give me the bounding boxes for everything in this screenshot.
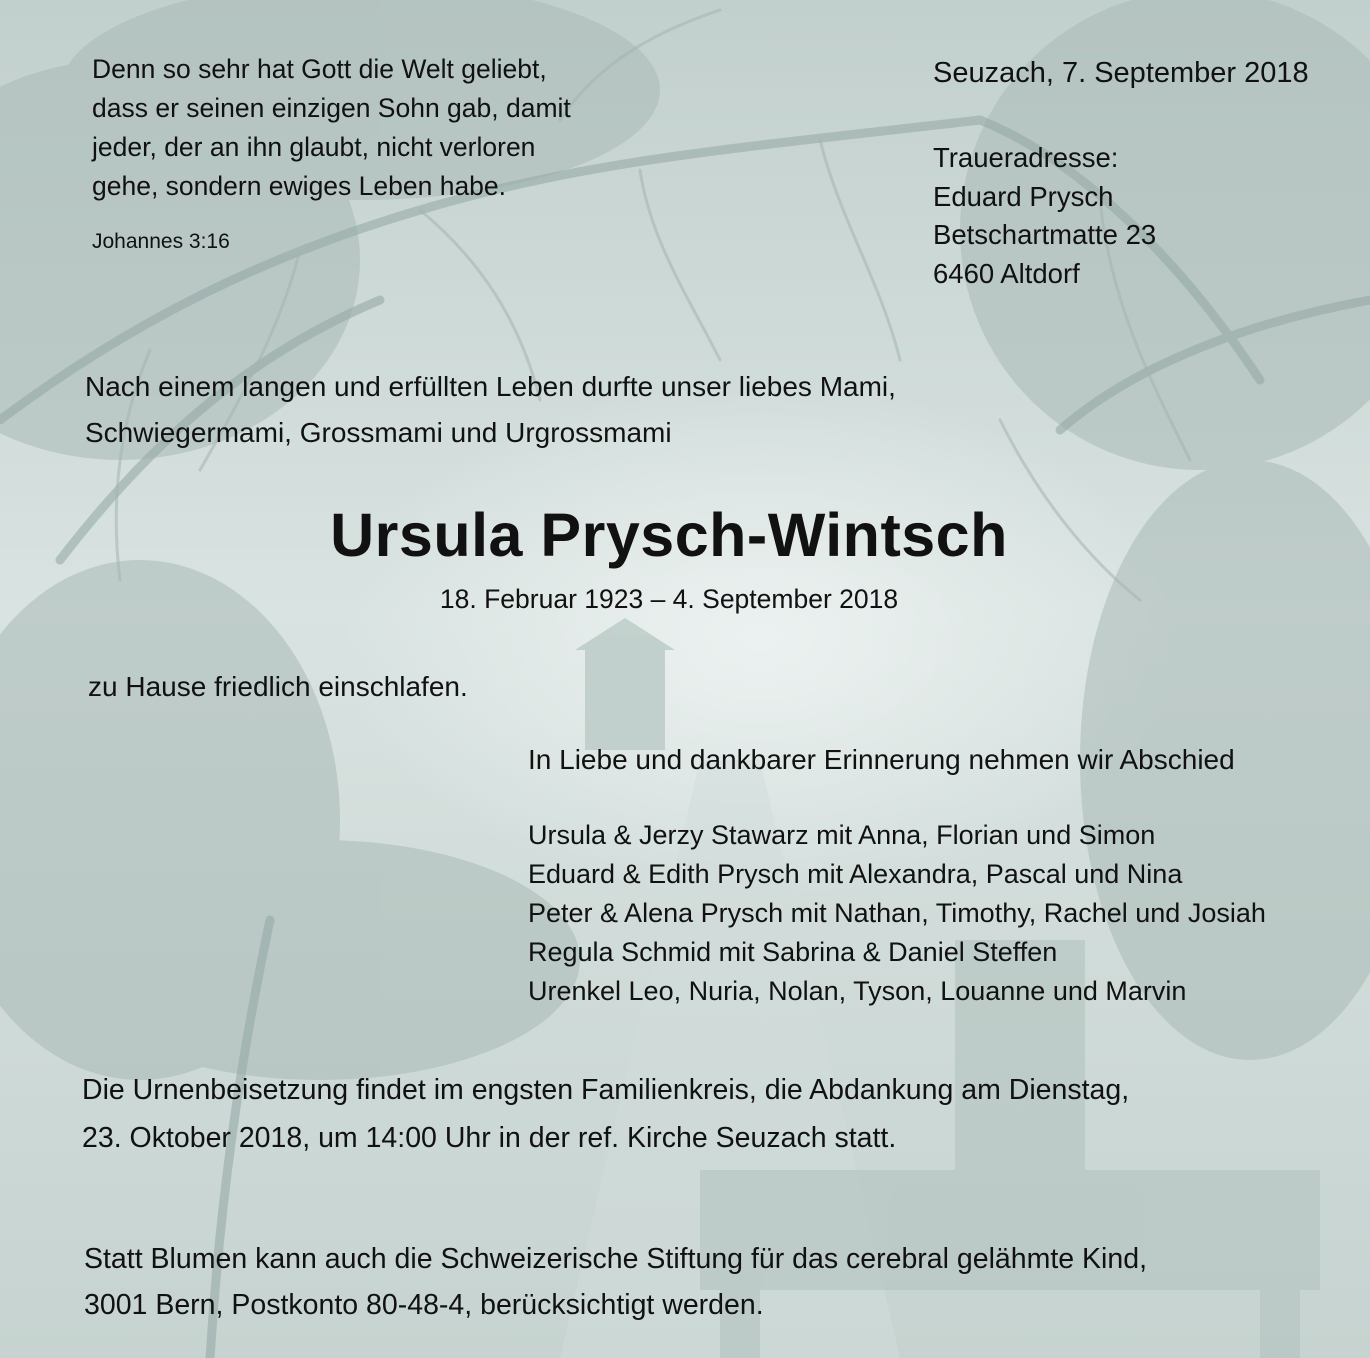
mourner-line: Ursula & Jerzy Stawarz mit Anna, Florian und Simon <box>528 820 1156 850</box>
intro-line: Schwiegermami, Grossmami und Urgrossmami <box>85 417 672 448</box>
address-line: Eduard Prysch <box>933 180 1114 212</box>
mourning-address <box>933 139 1156 293</box>
address-line: Betschartmatte 23 <box>933 219 1157 251</box>
intro-text <box>85 364 896 456</box>
donation-line: 3001 Bern, Postkonto 80-48-4, berücksichtigt werden. <box>84 1289 764 1321</box>
mourners-list <box>528 816 1266 1011</box>
mourner-line: Urenkel Leo, Nuria, Nolan, Tyson, Louanne und Marvin <box>528 975 1187 1006</box>
mourner-line: Regula Schmid mit Sabrina & Daniel Steffen <box>528 936 1058 967</box>
funeral-line: Die Urnenbeisetzung findet im engsten Familienkreis, die Abdankung am Dienstag, <box>82 1074 1130 1106</box>
deceased-name: Ursula Prysch-Wintsch <box>330 501 1008 569</box>
mourner-line: Peter & Alena Prysch mit Nathan, Timothy, Rachel und Josiah <box>528 897 1266 928</box>
address-line: 6460 Altdorf <box>933 257 1080 289</box>
funeral-info <box>82 1066 1129 1162</box>
address-heading: Traueradresse: <box>933 142 1119 173</box>
verse-line: dass er seinen einzigen Sohn gab, damit <box>92 93 571 123</box>
funeral-line: 23. Oktober 2018, um 14:00 Uhr in der ref. Kirche Seuzach statt. <box>82 1122 897 1154</box>
donation-line: Statt Blumen kann auch die Schweizerische Stiftung für das cerebral gelähmte Kind, <box>84 1243 1148 1275</box>
bible-verse <box>92 50 571 206</box>
life-dates: 18. Februar 1923 – 4. September 2018 <box>439 584 899 614</box>
mourner-line: Eduard & Edith Prysch mit Alexandra, Pascal und Nina <box>528 858 1183 889</box>
passed-text: zu Hause friedlich einschlafen. <box>88 671 468 702</box>
verse-reference: Johannes 3:16 <box>92 230 230 253</box>
verse-line: Denn so sehr hat Gott die Welt geliebt, <box>92 54 547 84</box>
place-date: Seuzach, 7. September 2018 <box>933 57 1309 89</box>
farewell-text: In Liebe und dankbarer Erinnerung nehmen wir Abschied <box>528 744 1235 775</box>
donation-info <box>84 1236 1147 1328</box>
intro-line: Nach einem langen und erfüllten Leben durfte unser liebes Mami, <box>85 371 896 402</box>
verse-line: jeder, der an ihn glaubt, nicht verloren <box>92 132 536 162</box>
verse-line: gehe, sondern ewiges Leben habe. <box>92 171 507 201</box>
